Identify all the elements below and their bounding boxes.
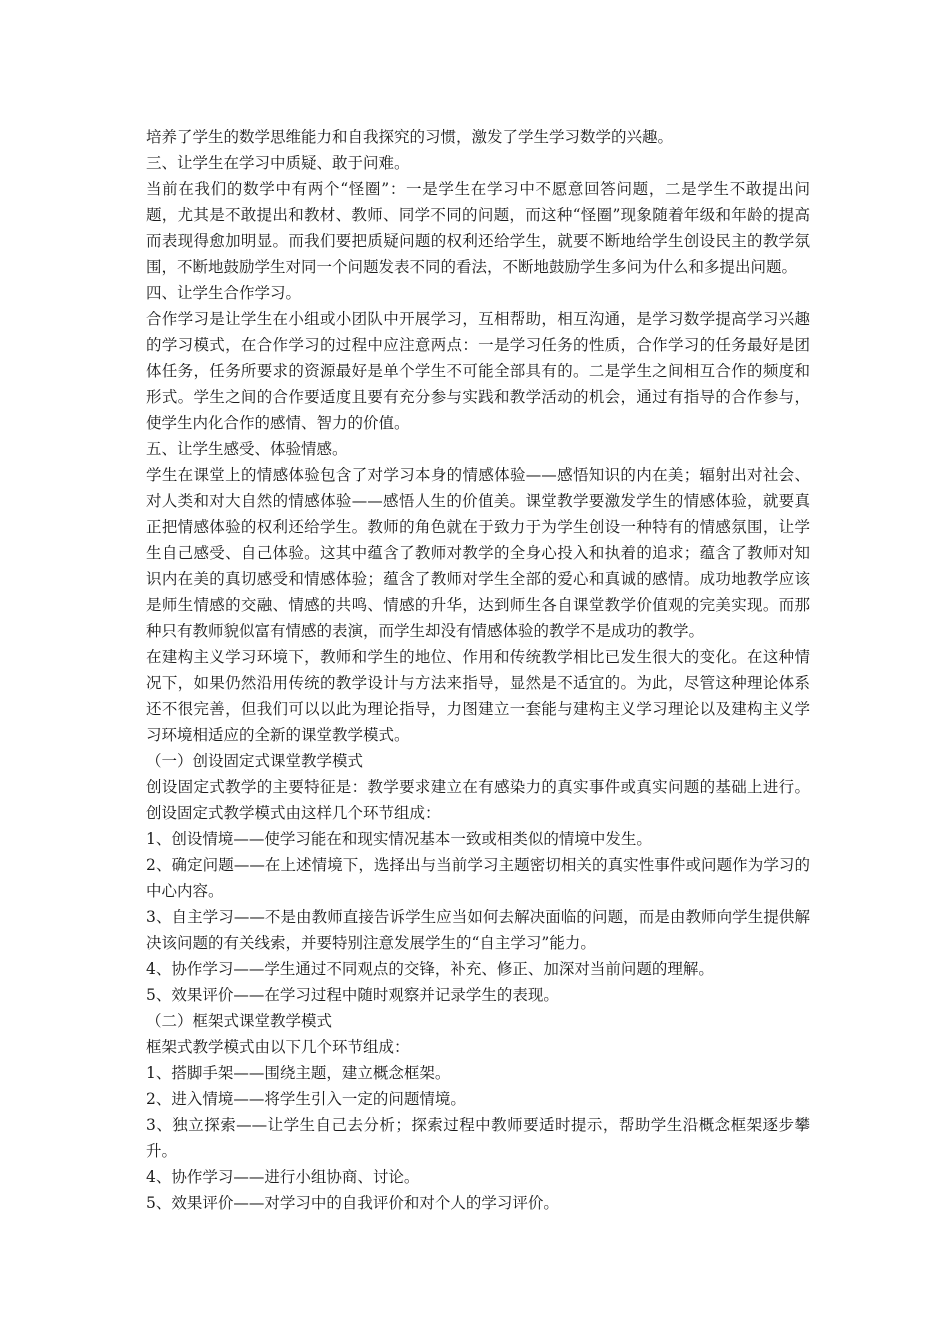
heading-section-5: 五、让学生感受、体验情感。 [146,440,348,458]
paragraph-continuation: 培养了学生的数学思维能力和自我探究的习惯，激发了学生学习数学的兴趣。 [146,128,674,146]
list-item-model-1-step-5: 5、效果评价——在学习过程中随时观察并记录学生的表现。 [146,986,559,1004]
paragraph-emotional-experience: 学生在课堂上的情感体验包含了对学习本身的情感体验——感悟知识的内在美；辐射出对社会、对人类和对大自然的情感体验——感悟人生的价值美。课堂教学要激发学生的情感体验，就要真正把情感体验的权利还给学生。教师的角色就在于致力于为学生创设一种特有的情感氛围，让学生自己感受、自己体验。这其中蕴含了教师对教学的全身心投入和执着的追求；蕴含了教师对知识内在美的真切感受和情感体验；蕴含了教师对学生全部的爱心和真诚的感情。成功地教学应该是师生情感的交融、情感的共鸣、情感的升华，达到师生各自课堂教学价值观的完美实现。而那种只有教师貌似富有情感的表演，而学生却没有情感体验的教学不是成功的教学。 [146,466,810,640]
document-body [146,124,810,1216]
heading-section-4: 四、让学生合作学习。 [146,284,302,302]
heading-model-1: （一）创设固定式课堂教学模式 [146,752,364,770]
list-item-model-1-step-4: 4、协作学习——学生通过不同观点的交锋，补充、修正、加深对当前问题的理解。 [146,960,714,978]
paragraph-cooperative-learning: 合作学习是让学生在小组或小团队中开展学习，互相帮助，相互沟通，是学习数学提高学习兴趣的学习模式，在合作学习的过程中应注意两点：一是学习任务的性质，合作学习的任务最好是团体任务，任务所要求的资源最好是单个学生不可能全部具有的。二是学生之间相互合作的频度和形式。学生之间的合作要适度且要有充分参与实践和教学活动的机会，通过有指导的合作参与，使学生内化合作的感情、智力的价值。 [146,310,810,432]
list-item-model-2-step-1: 1、搭脚手架——围绕主题，建立概念框架。 [146,1064,451,1082]
list-item-model-2-step-4: 4、协作学习——进行小组协商、讨论。 [146,1168,420,1186]
list-item-model-2-step-2: 2、进入情境——将学生引入一定的问题情境。 [146,1090,466,1108]
list-item-model-1-step-2: 2、确定问题——在上述情境下，选择出与当前学习主题密切相关的真实性事件或问题作为学习的中心内容。 [146,856,810,900]
paragraph-questioning: 当前在我们的数学中有两个“怪圈”：一是学生在学习中不愿意回答问题，二是学生不敢提出问题，尤其是不敢提出和教材、教师、同学不同的问题，而这种“怪圈”现象随着年级和年龄的提高而表现得愈加明显。而我们要把质疑问题的权利还给学生，就要不断地给学生创设民主的教学氛围，不断地鼓励学生对同一个问题发表不同的看法，不断地鼓励学生多问为什么和多提出问题。 [146,180,810,276]
paragraph-model-2-intro: 框架式教学模式由以下几个环节组成： [146,1038,410,1056]
list-item-model-1-step-1: 1、创设情境——使学习能在和现实情况基本一致或相类似的情境中发生。 [146,830,652,848]
list-item-model-2-step-3: 3、独立探索——让学生自己去分析；探索过程中教师要适时提示，帮助学生沿概念框架逐步攀升。 [146,1116,810,1160]
list-item-model-2-step-5: 5、效果评价——对学习中的自我评价和对个人的学习评价。 [146,1194,559,1212]
paragraph-model-1-intro: 创设固定式教学的主要特征是：教学要求建立在有感染力的真实事件或真实问题的基础上进行。创设固定式教学模式由这样几个环节组成： [146,778,810,822]
paragraph-constructivism: 在建构主义学习环境下，教师和学生的地位、作用和传统教学相比已发生很大的变化。在这种情况下，如果仍然沿用传统的教学设计与方法来指导，显然是不适宜的。为此，尽管这种理论体系还不很完善，但我们可以以此为理论指导，力图建立一套能与建构主义学习理论以及建构主义学习环境相适应的全新的课堂教学模式。 [146,648,810,744]
heading-section-3: 三、让学生在学习中质疑、敢于问难。 [146,154,410,172]
list-item-model-1-step-3: 3、自主学习——不是由教师直接告诉学生应当如何去解决面临的问题，而是由教师向学生提供解决该问题的有关线索，并要特别注意发展学生的“自主学习”能力。 [146,908,810,952]
heading-model-2: （二）框架式课堂教学模式 [146,1012,333,1030]
